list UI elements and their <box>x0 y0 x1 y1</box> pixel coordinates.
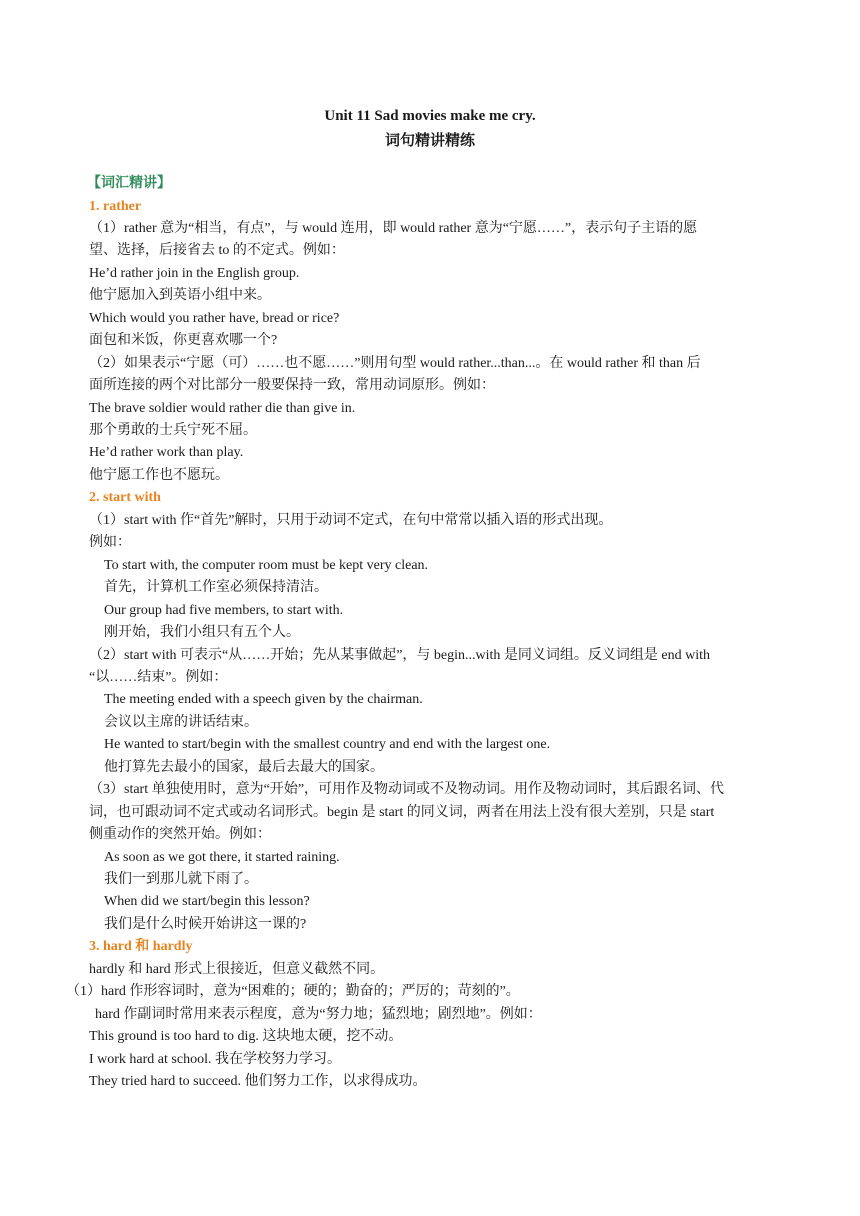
body-line: Our group had five members, to start with. <box>104 602 344 618</box>
body-line: hardly 和 hard 形式上很接近，但意义截然不同。 <box>89 961 385 977</box>
body-line: He wanted to start/begin with the smallest country and end with the largest one. <box>104 737 551 753</box>
body-line: He’d rather join in the English group. <box>89 265 300 281</box>
body-line: Which would you rather have, bread or rice? <box>89 310 340 326</box>
section-heading: 2. start with <box>89 490 161 506</box>
body-line: 侧重动作的突然开始。例如： <box>89 827 271 843</box>
body-line: hard 作副词时常用来表示程度，意为“努力地；猛烈地；剧烈地”。例如： <box>95 1006 542 1022</box>
body-line: 我们一到那儿就下雨了。 <box>104 872 258 887</box>
body-line: 他宁愿加入到英语小组中来。 <box>89 288 271 304</box>
body-line: 他宁愿工作也不愿玩。 <box>89 467 229 483</box>
body-line: To start with, the computer room must be kept very clean. <box>104 557 429 573</box>
body-line: 刚开始，我们小组只有五个人。 <box>104 625 300 641</box>
section-heading: 3. hard 和 hardly <box>89 939 193 955</box>
body-line: （1）start with 作“首先”解时，只用于动词不定式，在句中常常以插入语的形式出现。 <box>89 512 613 528</box>
document-title: Unit 11 Sad movies make me cry. <box>324 108 536 124</box>
body-line: He’d rather work than play. <box>89 445 244 461</box>
body-line: 望、选择，后接省去 to 的不定式。例如： <box>89 243 345 259</box>
body-line: I work hard at school. 我在学校努力学习。 <box>89 1051 341 1067</box>
body-line: 词，也可跟动词不定式或动名词形式。begin 是 start 的同义词，两者在用法上没有很大差别，只是 start <box>89 804 715 820</box>
body-line: 首先，计算机工作室必须保持清洁。 <box>104 580 328 596</box>
section-label: 【词汇精讲】 <box>87 176 171 191</box>
body-line: 面包和米饭，你更喜欢哪一个? <box>89 333 278 349</box>
body-line: 那个勇敢的士兵宁死不屈。 <box>89 423 257 438</box>
body-line: They tried hard to succeed. 他们努力工作，以求得成功。 <box>89 1074 427 1090</box>
body-line: （1）rather 意为“相当，有点”，与 would 连用，即 would rather 意为“宁愿……”，表示句子主语的愿 <box>89 220 698 236</box>
body-line: As soon as we got there, it started raining. <box>104 849 340 865</box>
body-line: This ground is too hard to dig. 这块地太硬，挖不动。 <box>89 1029 403 1045</box>
body-line: （2）如果表示“宁愿（可）……也不愿……”则用句型 would rather...than...。在 would rather 和 than 后 <box>89 355 701 371</box>
body-line: When did we start/begin this lesson? <box>104 894 310 910</box>
body-line: The brave soldier would rather die than give in. <box>89 400 356 416</box>
body-line: 会议以主席的讲话结束。 <box>104 714 258 730</box>
body-line: （2）start with 可表示“从……开始；先从某事做起”，与 begin...with 是同义词组。反义词组是 end with <box>89 647 711 663</box>
body-line: The meeting ended with a speech given by the chairman. <box>104 692 423 708</box>
body-line: 我们是什么时候开始讲这一课的? <box>104 916 307 932</box>
body-line: （3）start 单独使用时，意为“开始”，可用作及物动词或不及物动词。用作及物动词时，其后跟名词、代 <box>89 782 725 798</box>
body-line: 面所连接的两个对比部分一般要保持一致，常用动词原形。例如： <box>89 378 495 394</box>
section-heading: 1. rather <box>89 198 142 214</box>
body-line: 例如： <box>89 535 131 551</box>
body-line: “以……结束”。例如： <box>89 669 228 685</box>
body-line: 他打算先去最小的国家，最后去最大的国家。 <box>104 759 384 775</box>
body-line: （1）hard 作形容词时，意为“困难的；硬的；勤奋的；严厉的；苛刻的”。 <box>66 984 520 1000</box>
document-subtitle: 词句精讲精练 <box>384 133 475 149</box>
